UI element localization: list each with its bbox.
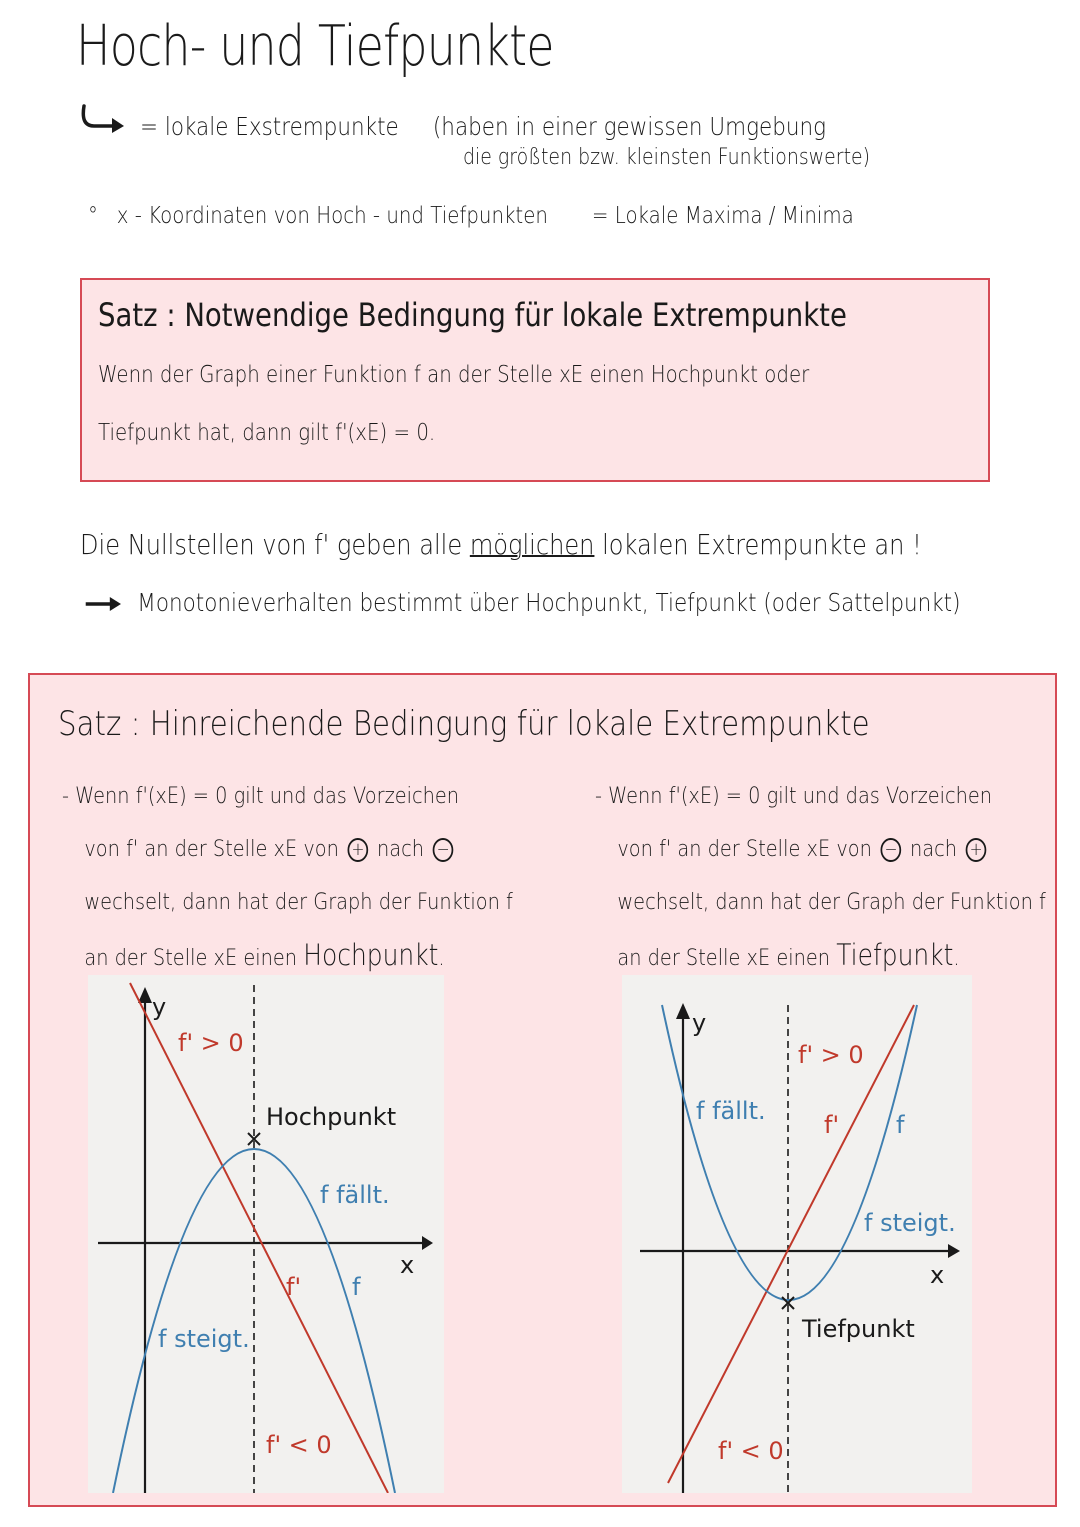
- definition-paren-line2: die größten bzw. kleinsten Funktionswerte): [463, 145, 871, 170]
- definition-line: [140, 112, 826, 141]
- fprime-positive-label: f' > 0: [178, 1029, 244, 1057]
- hochpunkt-graph: [88, 975, 444, 1493]
- fprime-line: [130, 983, 388, 1493]
- x-axis-label: x: [930, 1261, 945, 1289]
- coordinates-line: [88, 203, 854, 229]
- fprime-line: [668, 1005, 914, 1483]
- coordinates-equation: = Lokale Maxima / Minima: [591, 203, 854, 229]
- x-axis-arrow-icon: [422, 1236, 433, 1250]
- bullet-icon: °: [88, 203, 98, 229]
- fprime-curve-label: f': [286, 1273, 302, 1301]
- note-underlined-word: möglichen: [469, 528, 595, 561]
- definition-text: = lokale Exstrempunkte: [140, 112, 399, 141]
- tiefpunkt-period: .: [953, 945, 960, 971]
- plus-circle-icon: +: [348, 838, 369, 862]
- tiefpunkt-term: Tiefpunkt: [836, 938, 954, 972]
- tiefpunkt-cond-nach: nach: [909, 836, 958, 862]
- page-title: Hoch- und Tiefpunkte: [76, 14, 554, 79]
- theorem-necessary-title: Satz : Notwendige Bedingung für lokale Extrempunkte: [98, 296, 847, 334]
- tiefpunkt-cond-line2: [595, 823, 1046, 876]
- fprime-curve-label: f': [824, 1111, 840, 1139]
- y-axis-arrow-icon: [138, 987, 152, 1003]
- hochpunkt-term: Hochpunkt: [303, 938, 439, 972]
- f-rises-label: f steigt.: [158, 1325, 250, 1353]
- plus-circle-icon: +: [966, 838, 987, 862]
- hochpunkt-condition: [62, 770, 513, 985]
- y-axis-label: y: [692, 1009, 707, 1037]
- note-line1-pre: Die Nullstellen von f' geben alle: [80, 528, 463, 561]
- note-line1-post: lokalen Extrempunkte an !: [602, 528, 922, 561]
- hochpunkt-period: .: [438, 945, 445, 971]
- hochpunkt-cond-line2: [62, 823, 513, 876]
- hochpunkt-label: Hochpunkt: [266, 1103, 397, 1131]
- fprime-negative-label: f' < 0: [718, 1437, 784, 1465]
- f-falls-label: f fällt.: [696, 1097, 766, 1125]
- fprime-negative-label: f' < 0: [266, 1431, 332, 1459]
- x-axis-label: x: [400, 1251, 415, 1279]
- theorem-necessary-line1: Wenn der Graph einer Funktion f an der Stelle xE einen Hochpunkt oder: [98, 362, 810, 388]
- tiefpunkt-cond-line4-pre: an der Stelle xE einen: [617, 945, 831, 971]
- f-rises-label: f steigt.: [864, 1209, 956, 1237]
- minus-circle-icon: −: [881, 838, 902, 862]
- f-curve-label: f: [352, 1273, 361, 1301]
- minus-circle-icon: −: [433, 838, 454, 862]
- x-axis-arrow-icon: [948, 1244, 960, 1258]
- tiefpunkt-cond-line3: wechselt, dann hat der Graph der Funktion f: [617, 889, 1046, 915]
- tiefpunkt-label: Tiefpunkt: [802, 1315, 915, 1343]
- fprime-positive-label: f' > 0: [798, 1041, 864, 1069]
- note-line2: [84, 588, 961, 617]
- y-axis-arrow-icon: [676, 1003, 690, 1019]
- hochpunkt-cond-line4-pre: an der Stelle xE einen: [84, 945, 298, 971]
- definition-paren-line1: (haben in einer gewissen Umgebung: [432, 112, 827, 141]
- right-arrow-icon: [84, 595, 122, 613]
- tiefpunkt-cond-line1: - Wenn f'(xE) = 0 gilt und das Vorzeichen: [595, 783, 993, 809]
- theorem-sufficient-title: Satz : Hinreichende Bedingung für lokale Extrempunkte: [58, 704, 870, 744]
- hochpunkt-cond-nach: nach: [376, 836, 425, 862]
- hochpunkt-cond-line3: wechselt, dann hat der Graph der Funktion f: [84, 889, 513, 915]
- f-falls-label: f fällt.: [320, 1181, 390, 1209]
- tiefpunkt-graph: [622, 975, 972, 1493]
- f-curve: [662, 1005, 917, 1300]
- curved-right-arrow-icon: [78, 104, 128, 138]
- theorem-necessary-line2: Tiefpunkt hat, dann gilt f'(xE) = 0.: [98, 420, 436, 446]
- hochpunkt-cond-line2-pre: von f' an der Stelle xE von: [84, 836, 339, 862]
- coordinates-note: x - Koordinaten von Hoch - und Tiefpunkten: [116, 203, 548, 229]
- tiefpunkt-cond-line2-pre: von f' an der Stelle xE von: [617, 836, 872, 862]
- hochpunkt-cond-line1: - Wenn f'(xE) = 0 gilt und das Vorzeichen: [62, 783, 460, 809]
- note-line2-text: Monotonieverhalten bestimmt über Hochpunkt, Tiefpunkt (oder Sattelpunkt): [137, 588, 961, 617]
- tiefpunkt-condition: [595, 770, 1046, 985]
- note-line1: [80, 528, 922, 561]
- y-axis-label: y: [152, 993, 167, 1021]
- f-curve-label: f: [896, 1111, 905, 1139]
